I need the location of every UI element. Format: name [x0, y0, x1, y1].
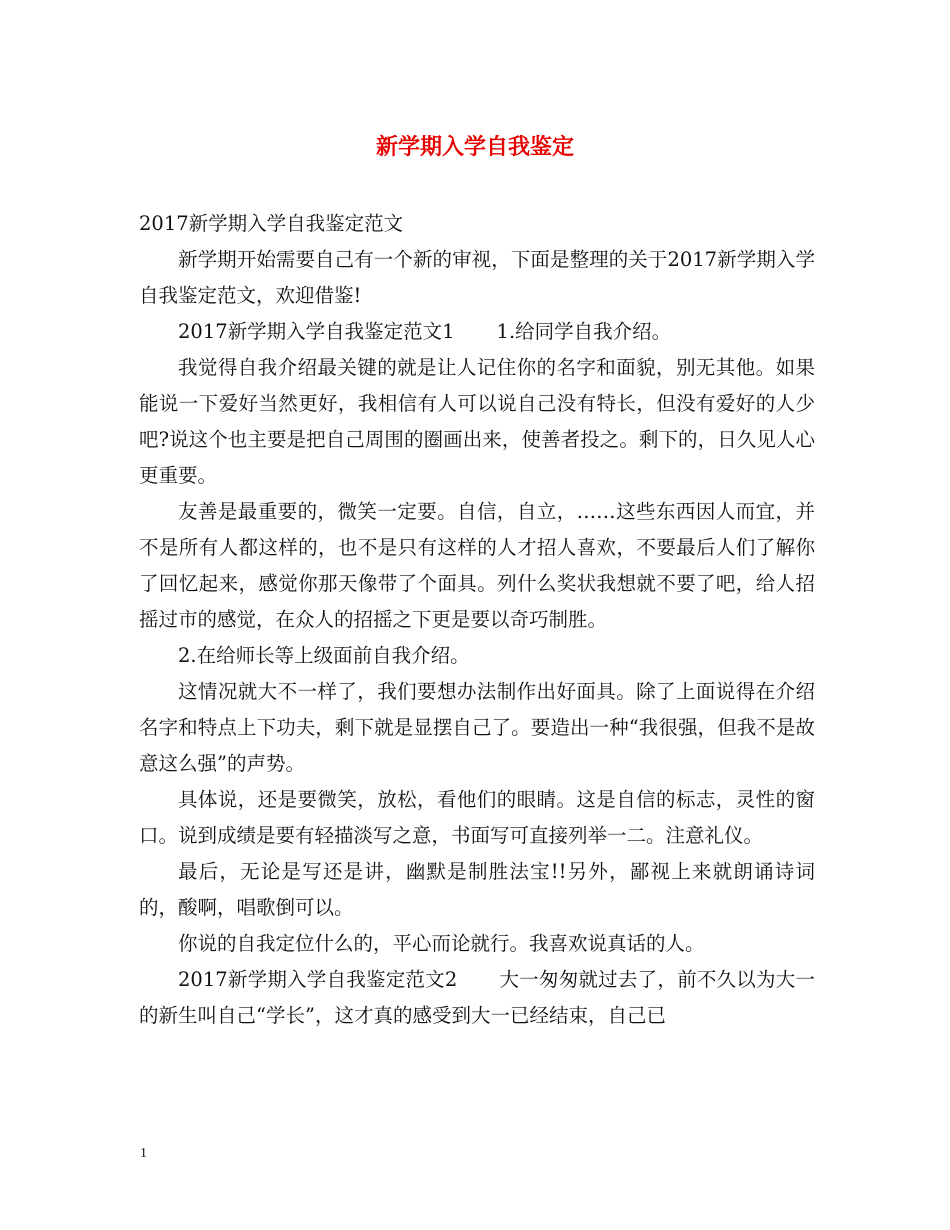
document-title: 新学期入学自我鉴定 [375, 134, 574, 160]
sample2-line [139, 962, 815, 1034]
paragraph-2: 友善是最重要的，微笑一定要。自信，自立，……这些东西因人而宜，并不是所有人都这样的，也不是只有这样的人才招人喜欢，不要最后人们了解你了回忆起来，感觉你那天像带了个面具。列什么奖状我想就不要了吧，给人招摇过市的感觉，在众人的招摇之下更是要以奇巧制胜。 [139, 500, 815, 631]
paragraph-3: 这情况就大不一样了，我们要想办法制作出好面具。除了上面说得在介绍名字和特点上下功夫，剩下就是显摆自己了。要造出一种“我很强，但我不是故意这么强”的声势。 [139, 680, 815, 775]
paragraph-5: 最后，无论是写还是讲，幽默是制胜法宝!!另外，鄙视上来就朗诵诗词的，酸啊，唱歌倒可以。 [139, 860, 815, 919]
page-number: 1 [140, 1146, 147, 1161]
sample1-heading: 2017新学期入学自我鉴定范文1 [178, 320, 455, 343]
paragraph-6: 你说的自我定位什么的，平心而论就行。我喜欢说真话的人。 [178, 932, 705, 955]
document-subtitle: 2017新学期入学自我鉴定范文 [139, 212, 404, 235]
intro-paragraph: 新学期开始需要自己有一个新的审视，下面是整理的关于2017新学期入学自我鉴定范文，欢迎借鉴! [139, 248, 815, 307]
document-body [139, 206, 815, 1034]
sample2-heading: 2017新学期入学自我鉴定范文2 [178, 968, 458, 991]
sample1-line [139, 314, 815, 350]
paragraph-1: 我觉得自我介绍最关键的就是让人记住你的名字和面貌，别无其他。如果能说一下爱好当然更好，我相信有人可以说自己没有特长，但没有爱好的人少吧?说这个也主要是把自己周围的圈画出来，使善者投之。剩下的，日久见人心更重要。 [139, 356, 815, 487]
sample1-point1: 1.给同学自我介绍。 [496, 320, 672, 343]
point-2: 2.在给师长等上级面前自我介绍。 [178, 644, 470, 667]
paragraph-4: 具体说，还是要微笑，放松，看他们的眼睛。这是自信的标志，灵性的窗口。说到成绩是要有轻描淡写之意，书面写可直接列举一二。注意礼仪。 [139, 788, 815, 847]
sample2-text: 大一匆匆就过去了，前不久以为大一的新生叫自己“学长”，这才真的感受到大一已经结束，自己已 [139, 968, 815, 1027]
